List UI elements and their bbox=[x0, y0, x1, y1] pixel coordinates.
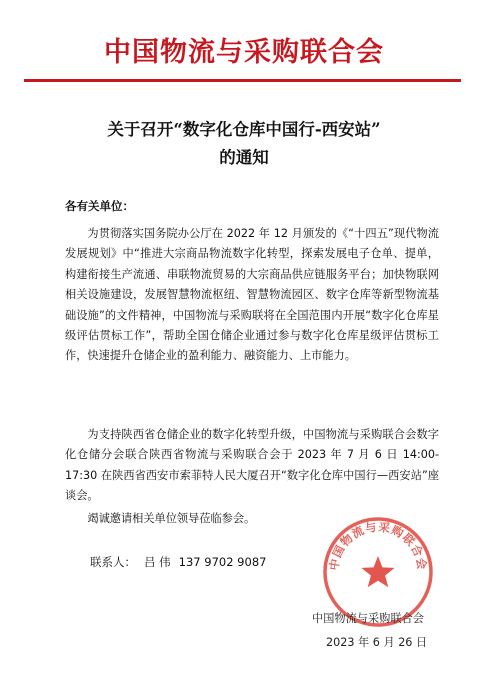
body-paragraph-3: 竭诚邀请相关单位领导莅临参会。 bbox=[87, 512, 256, 525]
contact-phone: 137 9702 9087 bbox=[178, 555, 267, 569]
contact-line bbox=[90, 554, 274, 570]
notice-title-line-1: 关于召开“数字化仓库中国行-西安站” bbox=[107, 120, 381, 139]
body-paragraph-2: 为支持陕西省仓储企业的数字化转型升级，中国物流与采购联合会数字化仓储分会联合陕西省物流与采购联合会于 2023 年 7 月 6 日 14:00-17:30 在陕西省西安市索菲特人民大厦召开“数字化仓库中国行—西安站”座谈会。 bbox=[65, 428, 439, 503]
svg-text:中国物流与采购联合会: 中国物流与采购联合会 bbox=[326, 519, 430, 572]
salutation: 各有关单位： bbox=[65, 199, 134, 213]
seal-star-icon bbox=[361, 556, 394, 587]
contact-name: 吕 伟 bbox=[144, 555, 171, 569]
body-paragraph-1: 为贯彻落实国务院办公厅在 2022 年 12 月颁发的《“十四五”现代物流发展规划》中“推进大宗商品物流数字化转型，探索发展电子仓单、提单，构建衔接生产流通、串联物流贸易的大宗商品供应链服务平台；加快物联网相关设施建设，发展智慧物流枢纽、智慧物流园区、数字仓库等新型物流基础设施”的文件精神，中国物流与采购联将在全国范围内开展“数字化仓库星级评估贯标工作”，帮助全国仓储企业通过参与数字化仓库星级评估贯标工作，快速提升仓储企业的盈利能力、融资能力、上市能力。 bbox=[65, 227, 439, 363]
signature-date: 2023 年 6 月 26 日 bbox=[326, 636, 428, 649]
contact-label: 联系人： bbox=[90, 555, 136, 569]
notice-title-line-2: 的通知 bbox=[219, 148, 269, 167]
letterhead-org-name: 中国物流与采购联合会 bbox=[104, 37, 384, 68]
signature-org: 中国物流与采购联合会 bbox=[312, 612, 424, 625]
letterhead-divider bbox=[24, 79, 461, 82]
